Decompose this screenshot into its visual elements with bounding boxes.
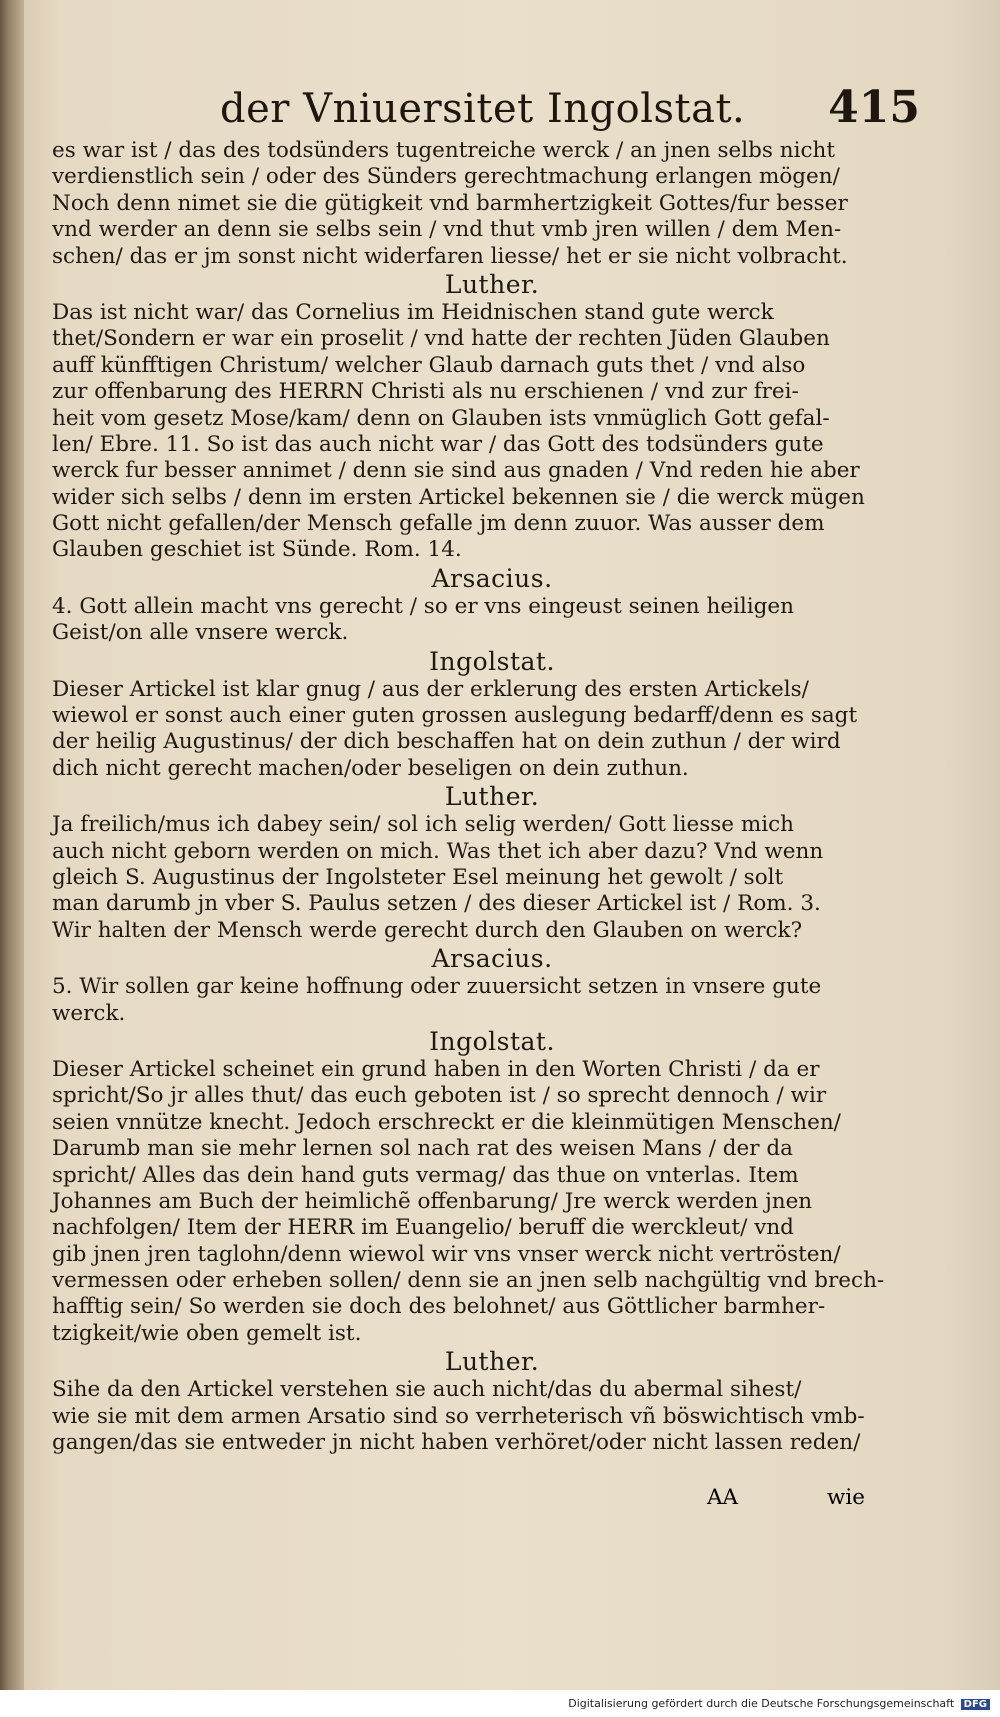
stamp-text: Digitalisierung gefördert durch die Deutsche Forschungsgemeinschaft (568, 1697, 955, 1710)
page-header (220, 82, 920, 140)
text-line: Noch denn nimet sie die gütigkeit vnd barmhertzigkeit Gottes/fur besser (52, 190, 848, 216)
text-line: wider sich selbs / denn im ersten Artickel bekennen sie / die werck mügen (52, 484, 865, 510)
text-line: zur offenbarung des HERRN Christi als nu erschienen / vnd zur frei- (52, 379, 799, 405)
page-text (52, 138, 932, 1456)
speaker-heading: Arsacius. (431, 563, 553, 593)
text-line: schen/ das er jm sonst nicht widerfaren liesse/ het er sie nicht volbracht. (52, 243, 848, 269)
text-line: es war ist / das des todsünders tugentreiche werck / an jnen selbs nicht (52, 138, 835, 163)
text-line: Dieser Artickel ist klar gnug / aus der erklerung des ersten Artickels/ (52, 676, 809, 702)
text-line: Johannes am Buch der heimlichẽ offenbarung/ Jre werck werden jnen (52, 1188, 813, 1214)
text-line: wiewol er sonst auch einer guten grossen auslegung bedarff/denn es sagt (52, 703, 858, 729)
signature-mark: AA (707, 1485, 739, 1510)
text-line: nachfolgen/ Item der HERR im Euangelio/ beruff die wercklеut/ vnd (52, 1215, 794, 1241)
text-line: spricht/ Alles das dein hand guts vermag/ das thue on vnterlas. Item (52, 1162, 799, 1188)
text-line: Wir halten der Mensch werde gerecht durch den Glauben on werck? (52, 917, 803, 943)
text-line: vnd werder an denn sie selbs sein / vnd thut vmb jren willen / dem Men- (52, 217, 842, 243)
text-line: spricht/So jr alles thut/ das euch geboten ist / so sprecht dennoch / wir (52, 1083, 827, 1109)
speaker-heading: Ingolstat. (429, 1026, 555, 1056)
text-line: heit vom gesetz Mose/kam/ denn on Glauben ists vnmüglich Gott gefal- (52, 405, 830, 431)
text-line: gib jnen jren taglohn/denn wiewol wir vns vnser werck nicht vertrösten/ (52, 1241, 841, 1267)
text-line: Das ist nicht war/ das Cornelius im Heidnischen stand gute werck (52, 299, 774, 325)
text-line: verdienstlich sein / oder des Sünders gerechtmachung erlangen mögen/ (52, 164, 840, 190)
text-line: 4. Gott allein macht vns gerecht / so er vns eingeust seinen heiligen (52, 593, 795, 619)
speaker-heading: Luther. (444, 782, 540, 812)
speaker-heading: Ingolstat. (429, 646, 555, 676)
text-line: hafftig sein/ So werden sie doch des belohnet/ aus Göttlicher barmher- (52, 1294, 826, 1320)
speaker-heading: Luther. (444, 1347, 540, 1377)
text-line: Sihe da den Artickel verstehen sie auch nicht/das du abermal sihest/ (52, 1377, 802, 1403)
text-line: Ja freilich/mus ich dabey sein/ sol ich selig werden/ Gott liesse mich (52, 812, 794, 838)
page-gutter (0, 0, 24, 1690)
text-line: Gott nicht gefallen/der Mensch gefalle jm denn zuuor. Was ausser dem (52, 511, 825, 537)
text-line: der heilig Augustinus/ der dich beschaffen hat on dein zuthun / der wird (52, 729, 841, 755)
text-line: wie sie mit dem armen Arsatio sind so verrheterisch vñ böswichtisch vmb- (52, 1403, 865, 1429)
text-line: man darumb jn vber S. Paulus setzen / des dieser Artickel ist / Rom. 3. (52, 891, 821, 917)
text-line: vermessen oder erheben sollen/ denn sie an jnen selb nachgültig vnd brech- (52, 1268, 885, 1294)
text-line: Glauben geschiet ist Sünde. Rom. 14. (52, 537, 462, 563)
text-line: gangen/das sie entweder jn nicht haben verhöret/oder nicht lassen reden/ (52, 1430, 861, 1456)
running-title: der Vniuersitet Ingolstat. (220, 86, 746, 132)
text-line: werck fur besser annimet / denn sie sind aus gnaden / Vnd reden hie aber (52, 458, 860, 484)
text-line: seien vnnütze knecht. Jedoch erschreckt er die kleinmütigen Menschen/ (52, 1109, 841, 1135)
digitization-stamp (568, 1697, 990, 1710)
catchword: wie (827, 1485, 866, 1510)
text-line: thet/Sondern er war ein proselit / vnd hatte der rechten Jüden Glauben (52, 326, 830, 352)
text-line: Darumb man sie mehr lernen sol nach rat des weisen Mans / der da (52, 1136, 793, 1162)
dfg-logo: DFG (961, 1699, 990, 1710)
text-line: Dieser Artickel scheinet ein grund haben in den Worten Christi / da er (52, 1056, 820, 1082)
speaker-heading: Arsacius. (431, 944, 553, 974)
text-line: len/ Ebre. 11. So ist das auch nicht war / das Gott des todsünders gute (52, 431, 824, 457)
text-line: 5. Wir sollen gar keine hoffnung oder zuuersicht setzen in vnsere gute (52, 974, 822, 1000)
text-line: Geist/on alle vnsere werck. (52, 620, 349, 646)
text-line: werck. (52, 1000, 126, 1026)
text-line: auch nicht geborn werden on mich. Was thet ich aber dazu? Vnd wenn (52, 838, 824, 864)
page-number: 415 (828, 82, 920, 133)
text-line: auff künfftigen Christum/ welcher Glaub darnach guts thet / vnd also (52, 352, 806, 378)
text-line: gleich S. Augustinus der Ingolsteter Esel meinung het gewolt / solt (52, 864, 784, 890)
text-line: tzigkeit/wie oben gemelt ist. (52, 1320, 362, 1346)
speaker-heading: Luther. (444, 269, 540, 299)
text-line: dich nicht gerecht machen/oder beseligen on dein zuthun. (52, 755, 689, 781)
